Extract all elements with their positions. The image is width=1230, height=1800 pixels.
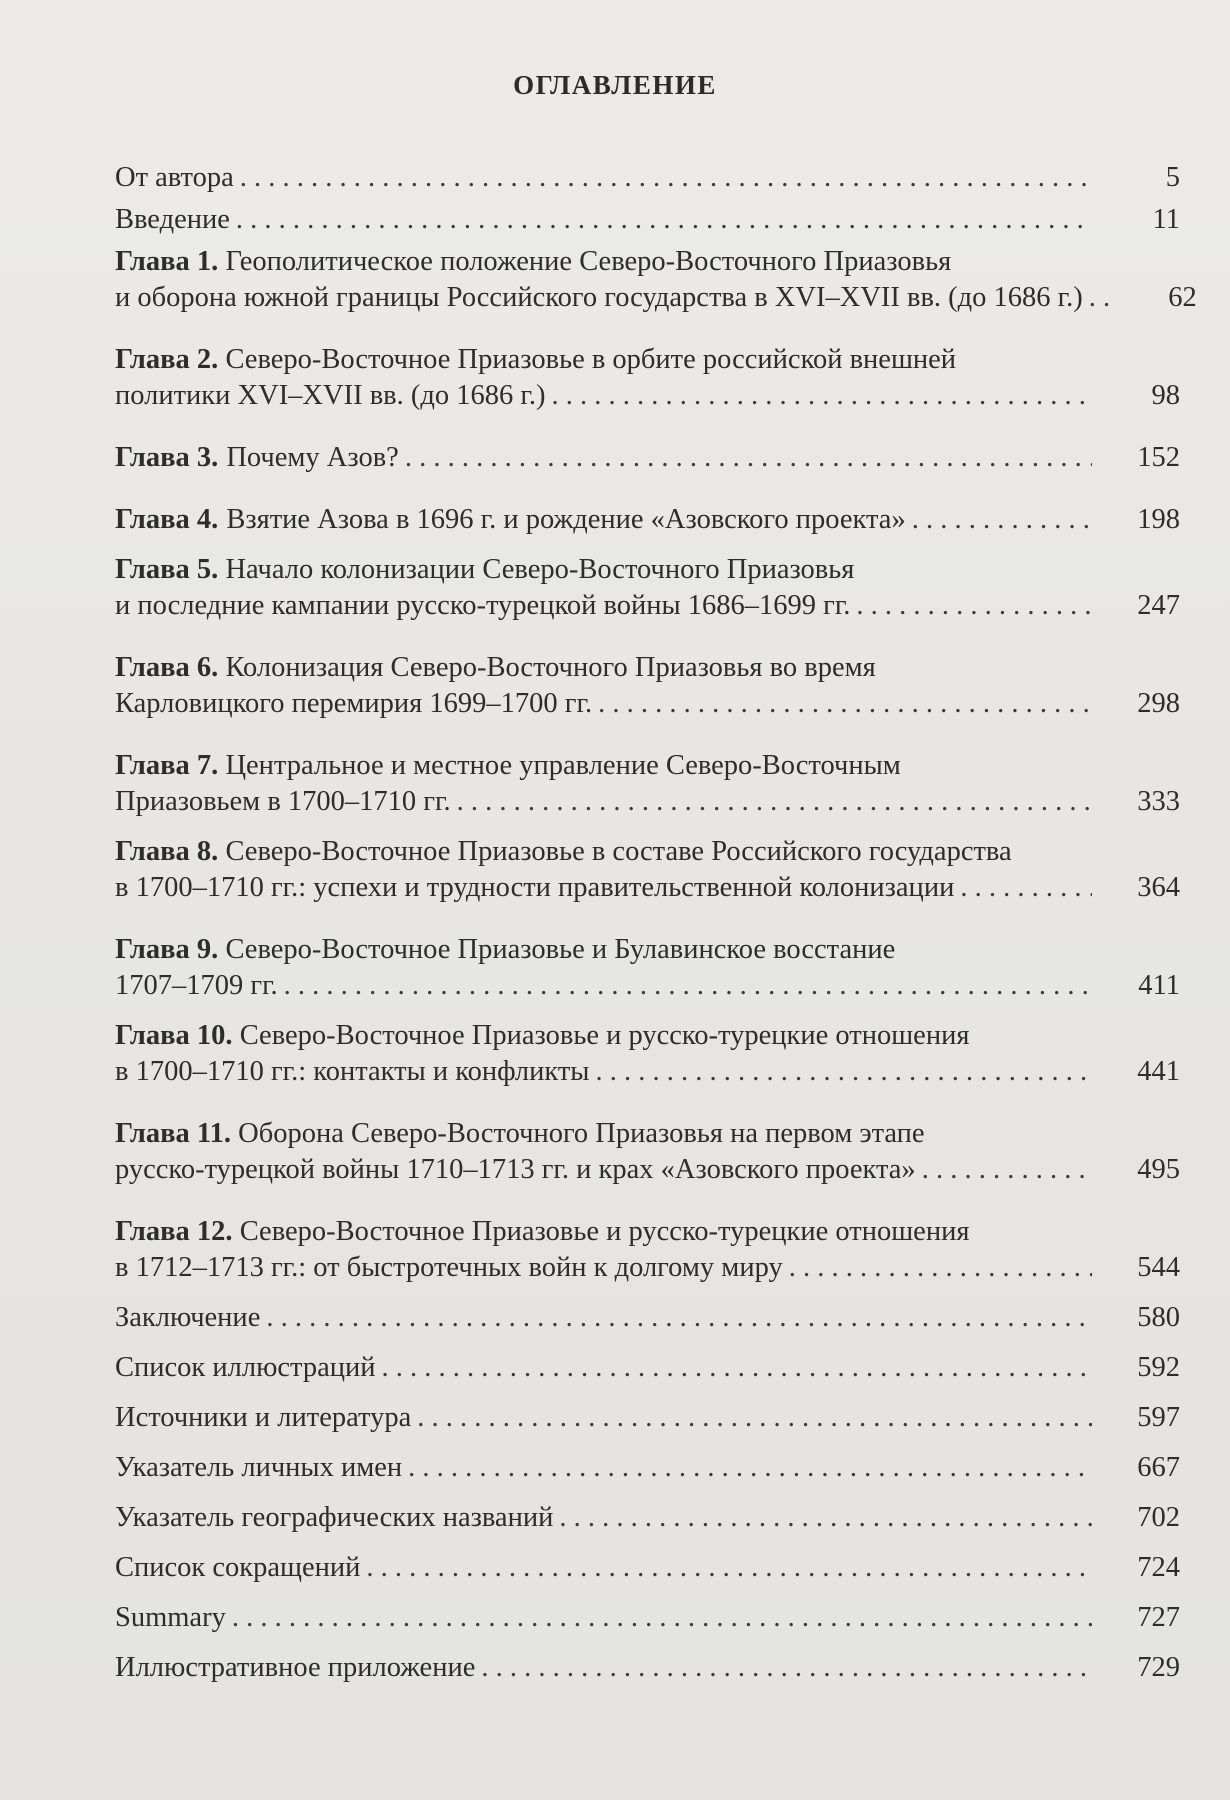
toc-entry-geographic-index: [115, 1500, 1180, 1536]
toc-entry-chapter-6: [115, 650, 1180, 722]
toc-entry-chapter-12: [115, 1214, 1180, 1286]
toc-entry-chapter-5: [115, 552, 1180, 624]
dot-leader: [789, 1250, 1092, 1286]
dot-leader: [960, 870, 1092, 906]
dot-leader: [598, 686, 1092, 722]
toc-entry-chapter-4: [115, 502, 1180, 538]
entry-title: Почему Азов?: [226, 442, 399, 473]
page-number: 11: [1152, 204, 1180, 235]
toc-entry-sources: [115, 1400, 1180, 1436]
chapter-label: Глава 2.: [115, 344, 219, 375]
page-number: 152: [1137, 442, 1180, 473]
toc-entry-from-author: [115, 160, 1180, 196]
dot-leader: [236, 202, 1092, 238]
dot-leader: [559, 1500, 1092, 1536]
page-number: 667: [1137, 1452, 1180, 1483]
chapter-label: Глава 4.: [115, 504, 219, 535]
entry-title: Список иллюстраций: [115, 1352, 376, 1383]
page-number: 702: [1137, 1502, 1180, 1533]
chapter-label: Глава 1.: [115, 246, 219, 277]
dot-leader: [381, 1350, 1092, 1386]
entry-title-line-1: Северо-Восточное Приазовье и русско-турецкие отношения: [239, 1020, 970, 1051]
page-number: 724: [1137, 1552, 1180, 1583]
page-number: 298: [1137, 688, 1180, 719]
page-number: 98: [1151, 380, 1180, 411]
entry-title: Иллюстративное приложение: [115, 1652, 476, 1683]
entry-title-line-1: Начало колонизации Северо-Восточного Приазовья: [225, 554, 855, 585]
chapter-label: Глава 11.: [115, 1118, 231, 1149]
dot-leader: [551, 378, 1092, 414]
entry-title: Заключение: [115, 1302, 261, 1333]
dot-leader: [481, 1650, 1092, 1686]
page-number: 727: [1137, 1602, 1180, 1633]
page-number: 247: [1137, 590, 1180, 621]
toc-entry-chapter-11: [115, 1116, 1180, 1188]
entry-title-line-2: и оборона южной границы Российского государства в XVI–XVII вв. (до 1686 г.): [115, 282, 1083, 313]
chapter-label: Глава 8.: [115, 836, 219, 867]
entry-title-line-2: 1707–1709 гг.: [115, 970, 278, 1001]
page-title: ОГЛАВЛЕНИЕ: [513, 70, 717, 100]
dot-leader: [1089, 280, 1109, 316]
toc-entry-chapter-2: [115, 342, 1180, 414]
dot-leader: [366, 1550, 1092, 1586]
dot-leader: [266, 1300, 1092, 1336]
page-number: 62: [1168, 282, 1197, 313]
page-number: 592: [1137, 1352, 1180, 1383]
entry-title-line-1: Северо-Восточное Приазовье в орбите российской внешней: [225, 344, 957, 375]
page-number: 5: [1165, 162, 1180, 193]
entry-title-line-2: Карловицкого перемирия 1699–1700 гг.: [115, 688, 593, 719]
dot-leader: [232, 1600, 1092, 1636]
toc-entry-chapter-7: [115, 748, 1180, 820]
entry-title: Взятие Азова в 1696 г. и рождение «Азовского проекта»: [226, 504, 906, 535]
page-number: 411: [1138, 970, 1180, 1001]
page-number: 597: [1137, 1402, 1180, 1433]
toc-entry-chapter-8: [115, 834, 1180, 906]
page-number: 544: [1137, 1252, 1180, 1283]
dot-leader: [922, 1152, 1092, 1188]
entry-title-line-1: Колонизация Северо-Восточного Приазовья во время: [225, 652, 876, 683]
chapter-label: Глава 9.: [115, 934, 219, 965]
entry-title-line-2: Приазовьем в 1700–1710 гг.: [115, 786, 451, 817]
dot-leader: [417, 1400, 1092, 1436]
entry-title-line-1: Северо-Восточное Приазовье в составе Российского государства: [225, 836, 1012, 867]
entry-title-line-2: в 1700–1710 гг.: успехи и трудности правительственной колонизации: [115, 872, 955, 903]
page-number: 441: [1137, 1056, 1180, 1087]
page-number: 333: [1137, 786, 1180, 817]
entry-title-line-1: Геополитическое положение Северо-Восточного Приазовья: [225, 246, 952, 277]
entry-title: Источники и литература: [115, 1402, 412, 1433]
toc-entry-chapter-9: [115, 932, 1180, 1004]
dot-leader: [405, 440, 1092, 476]
toc-entry-name-index: [115, 1450, 1180, 1486]
page-number: 495: [1137, 1154, 1180, 1185]
toc-entry-abbreviations: [115, 1550, 1180, 1586]
dot-leader: [408, 1450, 1092, 1486]
entry-title-line-1: Центральное и местное управление Северо-Восточным: [225, 750, 901, 781]
chapter-label: Глава 10.: [115, 1020, 233, 1051]
entry-title-line-2: русско-турецкой войны 1710–1713 гг. и крах «Азовского проекта»: [115, 1154, 916, 1185]
toc-entry-chapter-3: [115, 440, 1180, 476]
entry-title: Указатель личных имен: [115, 1452, 403, 1483]
toc-entry-chapter-10: [115, 1018, 1180, 1090]
page-number: 364: [1137, 872, 1180, 903]
dot-leader: [457, 784, 1092, 820]
dot-leader: [912, 502, 1092, 538]
entry-title-line-1: Северо-Восточное Приазовье и Булавинское восстание: [225, 934, 896, 965]
entry-title-line-1: Северо-Восточное Приазовье и русско-турецкие отношения: [239, 1216, 970, 1247]
page-number: 729: [1137, 1652, 1180, 1683]
entry-title-line-2: в 1712–1713 гг.: от быстротечных войн к долгому миру: [115, 1252, 783, 1283]
table-of-contents: [115, 160, 1197, 1686]
dot-leader: [284, 968, 1092, 1004]
page-number: 580: [1137, 1302, 1180, 1333]
entry-title: Указатель географических названий: [115, 1502, 554, 1533]
chapter-label: Глава 12.: [115, 1216, 233, 1247]
toc-entry-list-of-illustrations: [115, 1350, 1180, 1386]
dot-leader: [595, 1054, 1092, 1090]
chapter-label: Глава 6.: [115, 652, 219, 683]
toc-entry-summary: [115, 1600, 1180, 1636]
toc-entry-chapter-1: [115, 244, 1197, 316]
entry-title: Введение: [115, 204, 230, 235]
entry-title-line-1: Оборона Северо-Восточного Приазовья на первом этапе: [238, 1118, 925, 1149]
toc-entry-introduction: [115, 202, 1180, 238]
entry-title: Список сокращений: [115, 1552, 361, 1583]
chapter-label: Глава 7.: [115, 750, 219, 781]
chapter-label: Глава 3.: [115, 442, 219, 473]
dot-leader: [856, 588, 1092, 624]
entry-title-line-2: политики XVI–XVII вв. (до 1686 г.): [115, 380, 546, 411]
page-number: 198: [1137, 504, 1180, 535]
dot-leader: [240, 160, 1092, 196]
toc-entry-conclusion: [115, 1300, 1180, 1336]
chapter-label: Глава 5.: [115, 554, 219, 585]
entry-title: Summary: [115, 1602, 226, 1633]
entry-title-line-2: в 1700–1710 гг.: контакты и конфликты: [115, 1056, 590, 1087]
entry-title: От автора: [115, 162, 234, 193]
toc-entry-illustrative-appendix: [115, 1650, 1180, 1686]
entry-title-line-2: и последние кампании русско-турецкой войны 1686–1699 гг.: [115, 590, 851, 621]
